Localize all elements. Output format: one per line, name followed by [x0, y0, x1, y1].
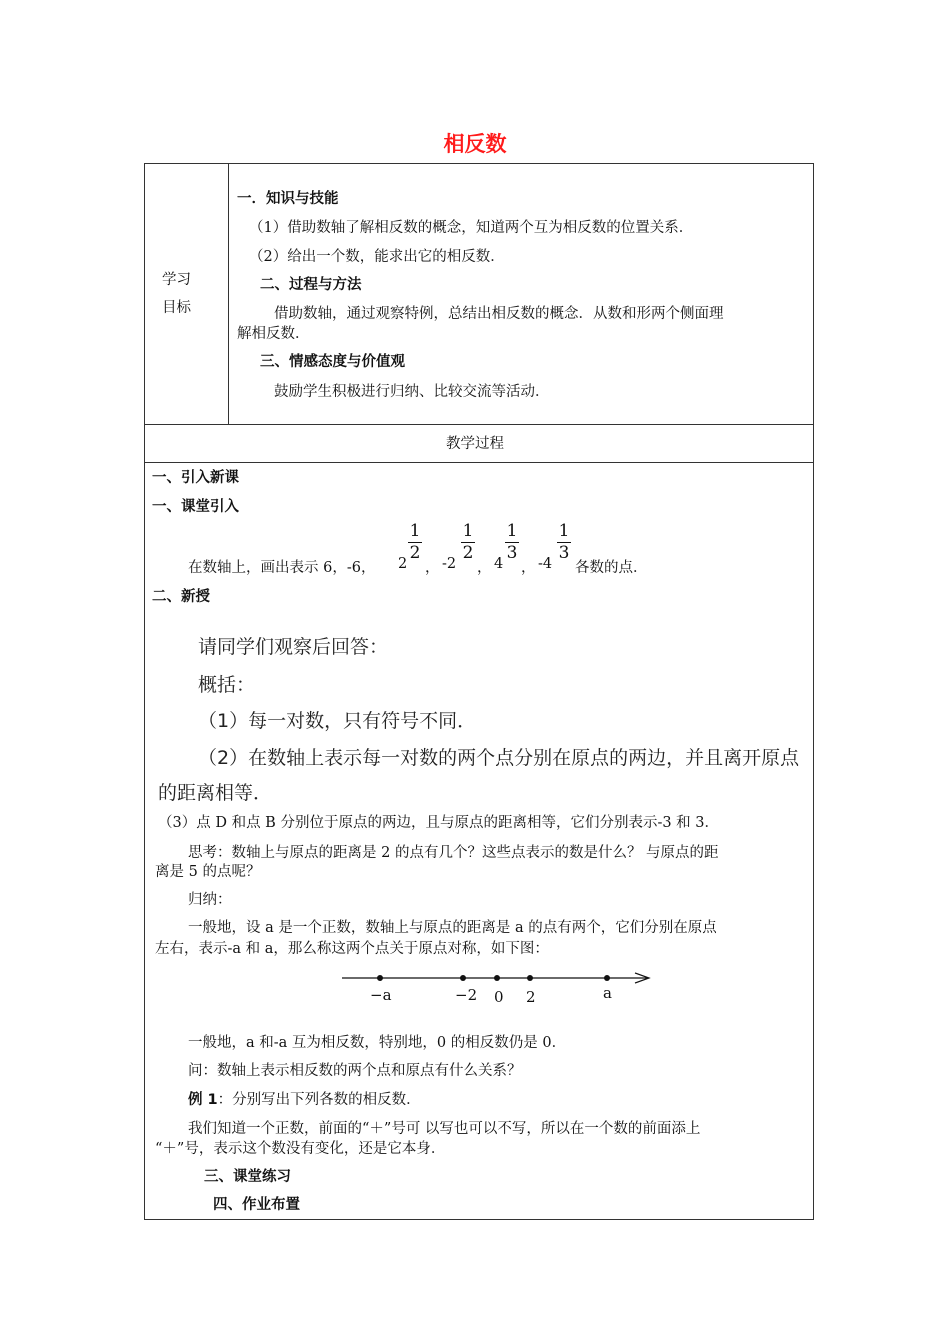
fraction-4-denominator: 3: [558, 543, 570, 563]
point-neg-a: [377, 975, 383, 981]
summary-point-2-line2: 的距离相等．: [158, 782, 273, 804]
plus-sign-line-1: 我们知道一个正数，前面的“＋”号可 以写也可以不写，所以在一个数的前面添上: [188, 1121, 701, 1137]
fraction-1: [408, 522, 422, 563]
new-lesson-heading: 二、新授: [152, 589, 210, 605]
attitude-heading: 三、情感态度与价值观: [260, 354, 405, 370]
objectives-label-line1: 学习: [162, 272, 191, 288]
task-suffix: 各数的点．: [575, 560, 648, 576]
frac-sep-1: ，: [425, 560, 440, 576]
axis-label-neg-a: −a: [370, 986, 392, 1004]
axis-label-a: a: [603, 984, 612, 1002]
table-border-right: [813, 163, 814, 1220]
fraction-4: [557, 522, 571, 563]
frac-sep-3: ，: [521, 560, 536, 576]
point-2: [527, 975, 533, 981]
axis-label-2: 2: [526, 988, 536, 1006]
frac-whole-3: 4: [494, 556, 504, 572]
fraction-1-numerator: 1: [409, 521, 421, 541]
table-border-left: [144, 163, 145, 1220]
process-method-text-1: 借助数轴，通过观察特例，总结出相反数的概念．从数和形两个侧面理: [274, 306, 724, 322]
objective-item-2: （2）给出一个数，能求出它的相反数．: [249, 249, 505, 265]
example-1-label: 例 1: [188, 1092, 218, 1108]
practice-heading: 三、课堂练习: [204, 1169, 291, 1185]
fraction-4-numerator: 1: [558, 521, 570, 541]
classroom-intro-heading: 一、课堂引入: [152, 499, 239, 515]
example-1-text: ：分别写出下列各数的相反数．: [217, 1092, 421, 1108]
definition-text: 一般地，a 和-a 互为相反数，特别地，0 的相反数仍是 0．: [188, 1035, 567, 1051]
fraction-2-denominator: 2: [462, 543, 474, 563]
attitude-text: 鼓励学生积极进行归纳、比较交流等活动．: [274, 384, 550, 400]
table-border-top: [144, 163, 814, 164]
general-line-2: 左右，表示-a 和 a，那么称这两个点关于原点对称，如下图：: [155, 941, 549, 957]
general-line-1: 一般地，设 a 是一个正数，数轴上与原点的距离是 a 的点有两个，它们分别在原点: [188, 920, 717, 936]
summary-point-1: （1）每一对数，只有符号不同．: [198, 710, 477, 732]
row-divider-2: [144, 462, 814, 463]
point-neg-2: [460, 975, 466, 981]
axis-label-0: 0: [494, 988, 504, 1006]
point-a: [604, 975, 610, 981]
summary-point-2-line1: （2）在数轴上表示每一对数的两个点分别在原点的两边，并且离开原点: [198, 747, 800, 769]
frac-sep-2: ，: [477, 560, 492, 576]
knowledge-heading: 一．知识与技能: [237, 191, 339, 207]
fraction-2-numerator: 1: [462, 521, 474, 541]
objective-item-1: （1）借助数轴了解相反数的概念，知道两个互为相反数的位置关系．: [249, 220, 694, 236]
think-line-2: 离是 5 的点呢？: [155, 864, 261, 880]
intro-heading: 一、引入新课: [152, 470, 239, 486]
process-header: 教学过程: [446, 436, 504, 452]
fraction-2: [461, 522, 475, 563]
fraction-3-denominator: 3: [506, 543, 518, 563]
frac-whole-4: -4: [538, 556, 553, 572]
axis-label-neg-2: −2: [455, 986, 478, 1004]
page-title: 相反数: [443, 132, 507, 156]
plus-sign-line-2: “＋”号，表示这个数没有变化，还是它本身．: [155, 1141, 446, 1157]
summary-point-3: （3）点 D 和点 B 分别位于原点的两边，且与原点的距离相等，它们分别表示-3 和 3．: [158, 815, 720, 831]
process-method-text-2: 解相反数．: [237, 326, 310, 342]
table-border-bottom: [144, 1219, 814, 1220]
task-prefix: 在数轴上，画出表示 6，-6，: [188, 560, 376, 576]
frac-whole-1: 2: [398, 556, 408, 572]
summary-label: 概括：: [198, 674, 256, 696]
fraction-3-numerator: 1: [506, 521, 518, 541]
objectives-label-line2: 目标: [162, 300, 191, 316]
example-1: [188, 1088, 421, 1109]
point-0: [494, 975, 500, 981]
process-method-heading: 二、过程与方法: [260, 277, 362, 293]
fraction-1-denominator: 2: [409, 543, 421, 563]
fraction-3: [505, 522, 519, 563]
observe-prompt: 请同学们观察后回答：: [198, 636, 389, 658]
induce-label: 归纳：: [188, 892, 232, 908]
frac-whole-2: -2: [442, 556, 457, 572]
think-line-1: 思考：数轴上与原点的距离是 2 的点有几个？这些点表示的数是什么？ 与原点的距: [188, 845, 719, 861]
question-text: 问：数轴上表示相反数的两个点和原点有什么关系？: [188, 1063, 522, 1079]
row-divider-1: [144, 424, 814, 425]
homework-heading: 四、作业布置: [213, 1197, 300, 1213]
objectives-divider: [228, 163, 229, 424]
